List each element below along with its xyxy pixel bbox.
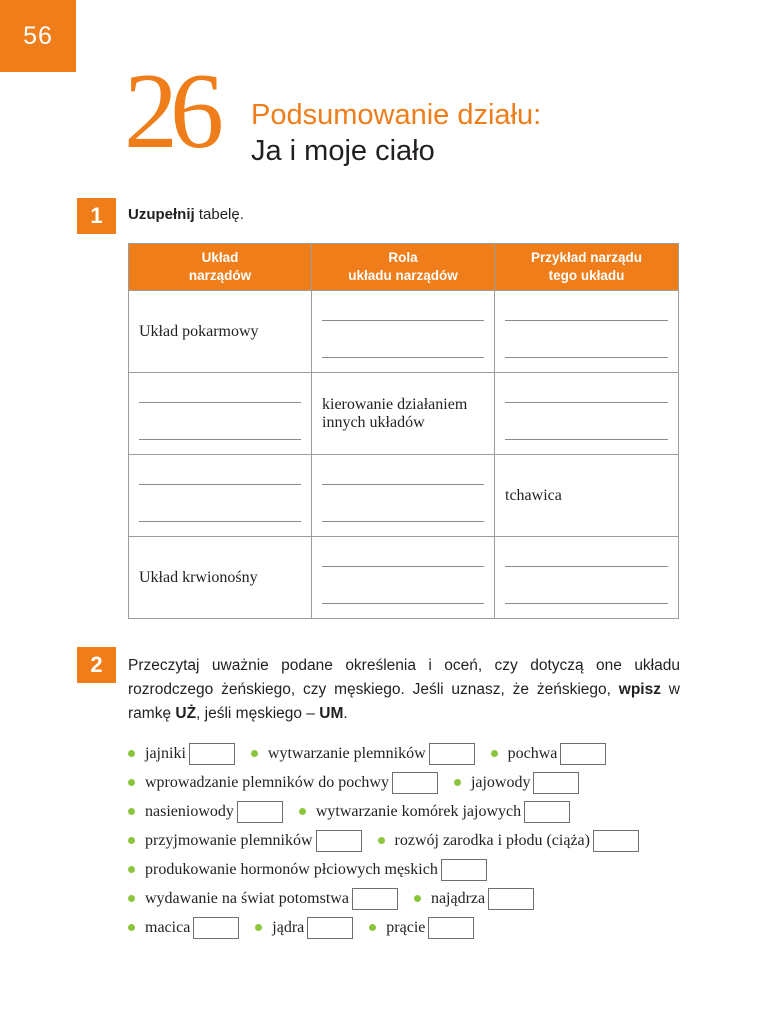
answer-line[interactable] [322,509,484,522]
table-row [129,373,679,455]
table-cell [129,291,312,373]
item-label: produkowanie hormonów płciowych męskich [145,860,438,878]
answer-box[interactable] [428,917,474,939]
item-label: prącie [386,918,426,936]
table-row [129,455,679,537]
item-label: nasieniowody [145,802,234,820]
answer-line[interactable] [322,472,484,485]
item-label: jajniki [145,744,186,762]
task1-instruction-rest: tabelę. [194,206,244,223]
answer-line[interactable] [322,308,484,321]
task2-instruction [128,654,680,726]
list-item [255,917,353,939]
list-item [128,917,239,939]
item-label: wytwarzanie plemników [267,744,426,762]
answer-box[interactable] [193,917,239,939]
answer-box[interactable] [533,772,579,794]
item-label: rozwój zarodka i płodu (ciąża) [394,831,590,849]
item-label: najądrza [430,889,486,907]
task2-text-3: , jeśli męskiego – [196,705,320,722]
answer-line[interactable] [505,554,668,567]
answer-line[interactable] [505,308,668,321]
table-row [129,291,679,373]
item-label: wprowadzanie plemników do pochwy [145,773,389,791]
answer-lines[interactable] [505,308,668,358]
item-row [128,884,688,913]
list-item [128,859,487,881]
table-cell[interactable] [495,291,679,373]
answer-box[interactable] [392,772,438,794]
answer-box[interactable] [560,743,606,765]
bullet-icon [128,779,135,786]
bullet-icon [128,837,135,844]
item-label: wydawanie na świat potomstwa [145,889,349,907]
task2-text-1: Przeczytaj uważnie podane określenia i oceń, czy dotyczą one układu rozrodczego żeńskiego, czy męskiego. Jeśli uznasz, że żeńskiego, [128,657,680,698]
answer-lines[interactable] [505,390,668,440]
bullet-icon [378,837,385,844]
bullet-icon [299,808,306,815]
answer-box[interactable] [237,801,283,823]
bullet-icon [251,750,258,757]
answer-box[interactable] [593,830,639,852]
bullet-icon [369,924,376,931]
bullet-icon [128,750,135,757]
answer-lines[interactable] [139,472,301,522]
lesson-title-line1: Podsumowanie działu: [251,99,542,131]
task1-instruction-bold: Uzupełnij [128,206,195,223]
list-item [128,772,438,794]
answer-box[interactable] [524,801,570,823]
organ-systems-table [128,243,679,619]
bullet-icon [128,866,135,873]
table-header-cell: Rola układu narządów [312,244,495,291]
answer-line[interactable] [139,509,301,522]
answer-box[interactable] [441,859,487,881]
lesson-title-line2: Ja i moje ciało [251,135,435,167]
answer-lines[interactable] [505,554,668,604]
bullet-icon [491,750,498,757]
answer-line[interactable] [505,427,668,440]
table-cell[interactable] [129,455,312,537]
table-header-cell: Przykład narządu tego układu [495,244,679,291]
table-cell[interactable] [312,455,495,537]
table-cell [129,537,312,619]
cell-text: kierowanie działaniem innych układów [322,395,468,431]
list-item [128,830,362,852]
task2-text-bold2: UŻ [175,705,197,722]
bullet-icon [128,895,135,902]
answer-lines[interactable] [322,554,484,604]
answer-line[interactable] [505,345,668,358]
table-header-cell: Układ narządów [129,244,312,291]
answer-line[interactable] [505,390,668,403]
item-row [128,797,688,826]
answer-line[interactable] [505,591,668,604]
answer-line[interactable] [139,472,301,485]
answer-line[interactable] [322,554,484,567]
item-row [128,826,688,855]
list-item [251,743,475,765]
item-label: wytwarzanie komórek jajowych [315,802,522,820]
answer-lines[interactable] [322,472,484,522]
task2-text-bold3: UM [319,705,344,722]
answer-box[interactable] [307,917,353,939]
list-item [378,830,639,852]
answer-lines[interactable] [139,390,301,440]
cell-text: Układ krwionośny [139,568,258,586]
item-label: jądra [272,918,305,936]
bullet-icon [128,924,135,931]
cell-text: Układ pokarmowy [139,322,259,340]
bullet-icon [454,779,461,786]
bullet-icon [128,808,135,815]
answer-box[interactable] [352,888,398,910]
answer-box[interactable] [316,830,362,852]
cell-text: tchawica [505,486,562,504]
item-label: macica [145,918,191,936]
item-label: przyjmowanie plemników [145,831,313,849]
task2-text-bold1: wpisz [618,681,661,698]
table-cell[interactable] [312,537,495,619]
answer-line[interactable] [322,591,484,604]
task2-text-4: . [343,705,348,722]
answer-line[interactable] [139,390,301,403]
bullet-icon [255,924,262,931]
task2-items [128,739,688,942]
list-item [128,743,235,765]
item-label: jajowody [470,773,531,791]
answer-lines[interactable] [322,308,484,358]
task2-badge: 2 [77,647,116,683]
answer-box[interactable] [488,888,534,910]
task1-instruction [128,206,244,223]
table-cell[interactable] [129,373,312,455]
table-row [129,537,679,619]
table-cell [495,455,679,537]
answer-box[interactable] [189,743,235,765]
answer-line[interactable] [322,345,484,358]
task1-badge: 1 [77,198,116,234]
list-item [299,801,570,823]
task2-text-2: w ramkę [128,681,681,722]
table-cell[interactable] [495,537,679,619]
table-cell[interactable] [312,291,495,373]
list-item [454,772,580,794]
list-item [491,743,607,765]
list-item [128,801,283,823]
list-item [414,888,534,910]
answer-line[interactable] [139,427,301,440]
bullet-icon [414,895,421,902]
table-cell[interactable] [495,373,679,455]
item-row [128,739,688,768]
list-item [128,888,398,910]
item-label: pochwa [507,744,558,762]
page-number: 56 [0,0,76,72]
answer-box[interactable] [429,743,475,765]
item-row [128,768,688,797]
list-item [369,917,474,939]
table-cell [312,373,495,455]
item-row [128,913,688,942]
lesson-number: 26 [124,52,216,171]
item-row [128,855,688,884]
